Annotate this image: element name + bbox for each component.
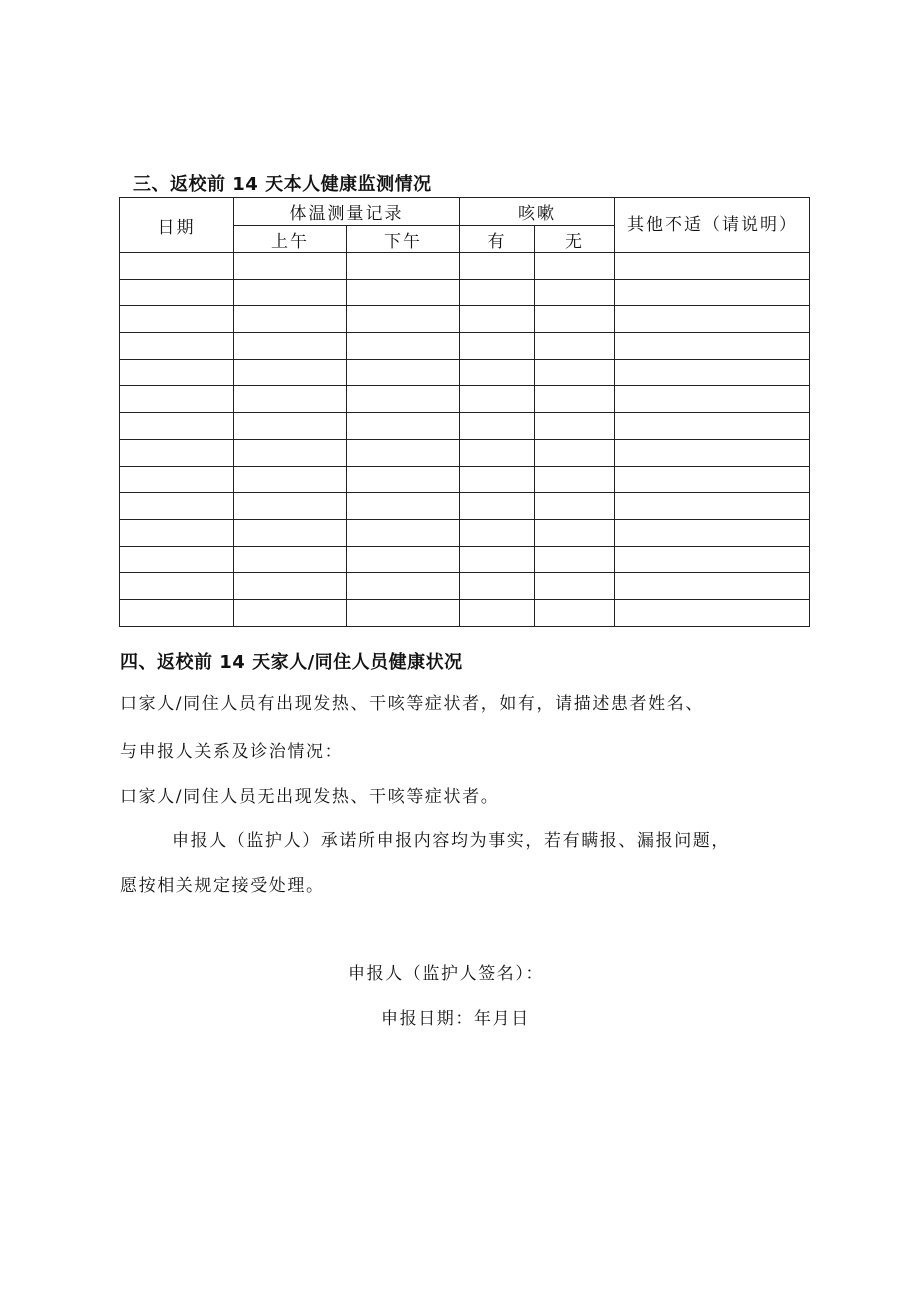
temp-pm-cell[interactable]: [347, 466, 460, 493]
cough-no-cell[interactable]: [535, 439, 615, 466]
temp-am-cell[interactable]: [234, 333, 347, 360]
temp-pm-cell[interactable]: [347, 546, 460, 573]
table-row: [120, 333, 810, 360]
temp-am-cell[interactable]: [234, 493, 347, 520]
other-cell[interactable]: [615, 493, 810, 520]
header-temperature: 体温测量记录: [234, 198, 460, 226]
cough-no-cell[interactable]: [535, 519, 615, 546]
cough-yes-cell[interactable]: [460, 253, 535, 280]
table-row: [120, 573, 810, 600]
header-cough-no: 无: [535, 226, 615, 253]
cough-yes-cell[interactable]: [460, 279, 535, 306]
pledge-line1: 申报人（监护人）承诺所申报内容均为事实，若有瞒报、漏报问题，: [172, 831, 730, 851]
header-cough-yes: 有: [460, 226, 535, 253]
other-cell[interactable]: [615, 413, 810, 440]
other-cell[interactable]: [615, 306, 810, 333]
temp-pm-cell[interactable]: [347, 386, 460, 413]
cough-no-cell[interactable]: [535, 359, 615, 386]
table-row: [120, 519, 810, 546]
cough-yes-cell[interactable]: [460, 439, 535, 466]
cough-yes-cell[interactable]: [460, 359, 535, 386]
cough-no-cell[interactable]: [535, 413, 615, 440]
temp-am-cell[interactable]: [234, 466, 347, 493]
header-date: 日期: [120, 198, 234, 253]
section-3-title: 三、返校前 14 天本人健康监测情况: [133, 174, 432, 195]
temp-am-cell[interactable]: [234, 386, 347, 413]
header-other-discomfort: 其他不适（请说明）: [615, 198, 810, 253]
cough-yes-cell[interactable]: [460, 573, 535, 600]
date-cell[interactable]: [120, 279, 234, 306]
cough-yes-cell[interactable]: [460, 333, 535, 360]
header-temp-pm: 下午: [347, 226, 460, 253]
table-row: [120, 546, 810, 573]
cough-yes-cell[interactable]: [460, 546, 535, 573]
cough-yes-cell[interactable]: [460, 519, 535, 546]
table-row: [120, 306, 810, 333]
other-cell[interactable]: [615, 386, 810, 413]
temp-am-cell[interactable]: [234, 546, 347, 573]
section-4-title: 四、返校前 14 天家人/同住人员健康状况: [120, 652, 463, 673]
temp-pm-cell[interactable]: [347, 599, 460, 626]
other-cell[interactable]: [615, 546, 810, 573]
cough-no-cell[interactable]: [535, 546, 615, 573]
table-row: [120, 359, 810, 386]
date-cell[interactable]: [120, 386, 234, 413]
date-cell[interactable]: [120, 306, 234, 333]
other-cell[interactable]: [615, 466, 810, 493]
option-has-symptoms-line2: 与申报人关系及诊治情况：: [120, 742, 344, 762]
other-cell[interactable]: [615, 439, 810, 466]
date-cell[interactable]: [120, 359, 234, 386]
declaration-date-label: 申报日期：年月日: [381, 1009, 530, 1029]
temp-am-cell[interactable]: [234, 439, 347, 466]
temp-pm-cell[interactable]: [347, 413, 460, 440]
header-cough: 咳嗽: [460, 198, 615, 226]
temp-pm-cell[interactable]: [347, 519, 460, 546]
cough-no-cell[interactable]: [535, 306, 615, 333]
date-cell[interactable]: [120, 599, 234, 626]
temp-pm-cell[interactable]: [347, 573, 460, 600]
other-cell[interactable]: [615, 333, 810, 360]
cough-no-cell[interactable]: [535, 386, 615, 413]
temp-pm-cell[interactable]: [347, 493, 460, 520]
table-row: [120, 413, 810, 440]
health-monitoring-table: [119, 197, 810, 627]
cough-no-cell[interactable]: [535, 253, 615, 280]
signer-signature-label: 申报人（监护人签名）：: [348, 964, 545, 984]
option-has-symptoms-line1: 口家人/同住人员有出现发热、干咳等症状者，如有，请描述患者姓名、: [120, 694, 704, 714]
cough-no-cell[interactable]: [535, 279, 615, 306]
temp-am-cell[interactable]: [234, 359, 347, 386]
cough-yes-cell[interactable]: [460, 386, 535, 413]
other-cell[interactable]: [615, 279, 810, 306]
table-row: [120, 253, 810, 280]
date-cell[interactable]: [120, 466, 234, 493]
temp-am-cell[interactable]: [234, 573, 347, 600]
date-cell[interactable]: [120, 493, 234, 520]
temp-pm-cell[interactable]: [347, 333, 460, 360]
temp-pm-cell[interactable]: [347, 279, 460, 306]
other-cell[interactable]: [615, 599, 810, 626]
date-cell[interactable]: [120, 413, 234, 440]
other-cell[interactable]: [615, 253, 810, 280]
table-row: [120, 386, 810, 413]
pledge-line2: 愿按相关规定接受处理。: [120, 876, 325, 896]
cough-yes-cell[interactable]: [460, 306, 535, 333]
temp-pm-cell[interactable]: [347, 359, 460, 386]
date-cell[interactable]: [120, 439, 234, 466]
date-cell[interactable]: [120, 546, 234, 573]
table-row: [120, 493, 810, 520]
table-row: [120, 599, 810, 626]
temp-am-cell[interactable]: [234, 306, 347, 333]
temp-am-cell[interactable]: [234, 253, 347, 280]
cough-no-cell[interactable]: [535, 599, 615, 626]
cough-yes-cell[interactable]: [460, 413, 535, 440]
cough-no-cell[interactable]: [535, 493, 615, 520]
temp-am-cell[interactable]: [234, 599, 347, 626]
temp-am-cell[interactable]: [234, 519, 347, 546]
other-cell[interactable]: [615, 359, 810, 386]
cough-no-cell[interactable]: [535, 466, 615, 493]
table-body: [120, 253, 810, 627]
header-temp-am: 上午: [234, 226, 347, 253]
option-no-symptoms: 口家人/同住人员无出现发热、干咳等症状者。: [120, 787, 500, 807]
cough-yes-cell[interactable]: [460, 493, 535, 520]
table-row: [120, 439, 810, 466]
date-cell[interactable]: [120, 573, 234, 600]
temp-pm-cell[interactable]: [347, 306, 460, 333]
temp-am-cell[interactable]: [234, 279, 347, 306]
table-row: [120, 466, 810, 493]
cough-yes-cell[interactable]: [460, 466, 535, 493]
other-cell[interactable]: [615, 573, 810, 600]
table-row: [120, 279, 810, 306]
cough-yes-cell[interactable]: [460, 599, 535, 626]
temp-pm-cell[interactable]: [347, 253, 460, 280]
date-cell[interactable]: [120, 333, 234, 360]
other-cell[interactable]: [615, 519, 810, 546]
cough-no-cell[interactable]: [535, 573, 615, 600]
date-cell[interactable]: [120, 253, 234, 280]
cough-no-cell[interactable]: [535, 333, 615, 360]
date-cell[interactable]: [120, 519, 234, 546]
temp-am-cell[interactable]: [234, 413, 347, 440]
temp-pm-cell[interactable]: [347, 439, 460, 466]
